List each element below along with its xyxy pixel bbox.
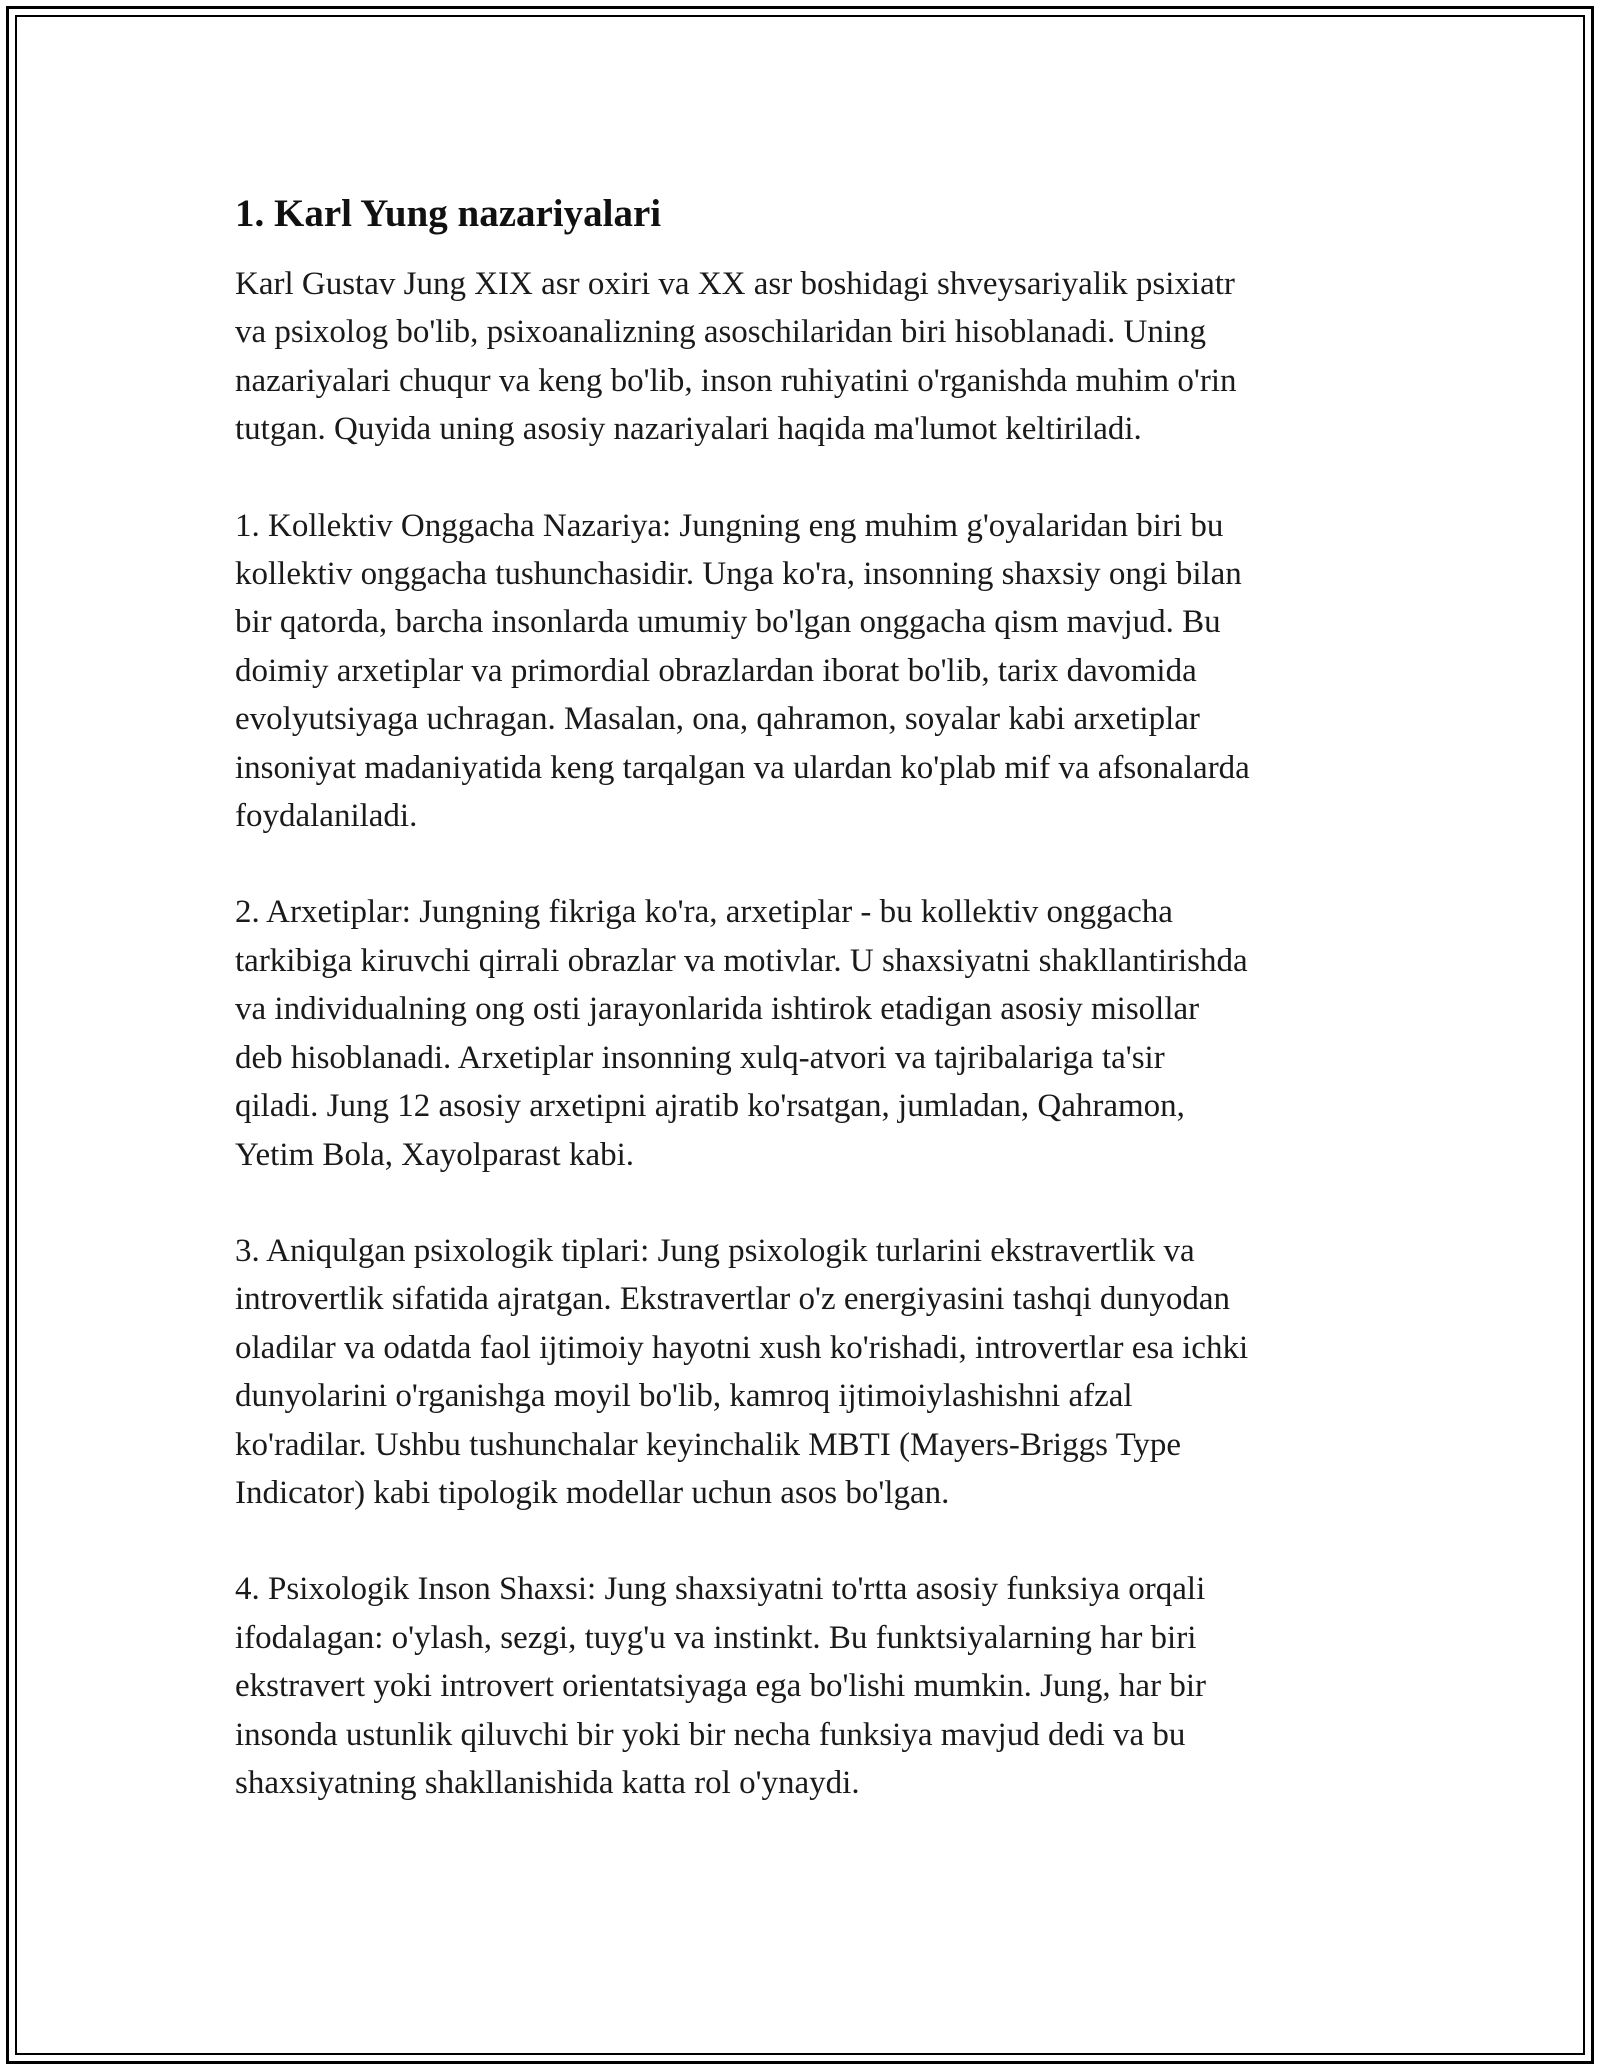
paragraph-line: 1. Kollektiv Onggacha Nazariya: Jungning eng muhim g'oyalaridan biri bu (235, 507, 1224, 544)
paragraph-line: qiladi. Jung 12 asosiy arxetipni ajratib ko'rsatgan, jumladan, Qahramon, (235, 1088, 1185, 1125)
paragraph-line: evolyutsiyaga uchragan. Masalan, ona, qahramon, soyalar kabi arxetiplar (235, 701, 1200, 738)
paragraph-line: tutgan. Quyida uning asosiy nazariyalari haqida ma'lumot keltiriladi. (235, 411, 1142, 448)
section-psychological-types (235, 1227, 1385, 1517)
paragraph-line: deb hisoblanadi. Arxetiplar insonning xulq-atvori va tajribalariga ta'sir (235, 1039, 1165, 1076)
paragraph-line: va individualning ong osti jarayonlarida ishtirok etadigan asosiy misollar (235, 991, 1200, 1028)
paragraph-line: introvertlik sifatida ajratgan. Ekstravertlar o'z energiyasini tashqi dunyodan (235, 1281, 1231, 1318)
paragraph-line: shaxsiyatning shakllanishida katta rol o'ynaydi. (235, 1764, 860, 1801)
paragraph-line: ifodalagan: o'ylash, sezgi, tuyg'u va instinkt. Bu funktsiyalarning har biri (235, 1619, 1197, 1656)
section-archetypes (235, 888, 1385, 1178)
paragraph-line: ko'radilar. Ushbu tushunchalar keyinchalik MBTI (Mayers-Briggs Type (235, 1426, 1182, 1463)
paragraph-line: doimiy arxetiplar va primordial obrazlardan iborat bo'lib, tarix davomida (235, 652, 1197, 689)
paragraph-line: dunyolarini o'rganishga moyil bo'lib, kamroq ijtimoiylashishni afzal (235, 1378, 1133, 1415)
paragraph-line: ekstravert yoki introvert orientatsiyaga ega bo'lishi mumkin. Jung, har bir (235, 1668, 1206, 1705)
intro-paragraph (235, 260, 1385, 454)
paragraph-line: Karl Gustav Jung XIX asr oxiri va XX asr boshidagi shveysariyalik psixiatr (235, 266, 1235, 302)
document-body (235, 190, 1385, 1855)
paragraph-line: oladilar va odatda faol ijtimoiy hayotni xush ko'rishadi, introvertlar esa ichki (235, 1329, 1249, 1366)
paragraph-line: 2. Arxetiplar: Jungning fikriga ko'ra, arxetiplar - bu kollektiv onggacha (235, 894, 1173, 931)
paragraph-line: kollektiv onggacha tushunchasidir. Unga ko'ra, insonning shaxsiy ongi bilan (235, 556, 1242, 593)
paragraph-line: tarkibiga kiruvchi qirrali obrazlar va motivlar. U shaxsiyatni shakllantirishda (235, 942, 1248, 979)
paragraph-line: nazariyalari chuqur va keng bo'lib, inson ruhiyatini o'rganishda muhim o'rin (235, 362, 1237, 399)
paragraph-line: Indicator) kabi tipologik modellar uchun asos bo'lgan. (235, 1474, 950, 1511)
paragraph-line: va psixolog bo'lib, psixoanalizning asoschilaridan biri hisoblanadi. Uning (235, 314, 1207, 351)
paragraph-line: 4. Psixologik Inson Shaxsi: Jung shaxsiyatni to'rtta asosiy funksiya orqali (235, 1571, 1206, 1608)
paragraph-line: insoniyat madaniyatida keng tarqalgan va ulardan ko'plab mif va afsonalarda (235, 749, 1250, 786)
document-title: 1. Karl Yung nazariyalari (235, 192, 662, 235)
section-collective-unconscious (235, 502, 1385, 841)
paragraph-line: 3. Aniqulgan psixologik tiplari: Jung psixologik turlarini ekstravertlik va (235, 1232, 1195, 1269)
paragraph-line: Yetim Bola, Xayolparast kabi. (235, 1136, 635, 1173)
paragraph-line: bir qatorda, barcha insonlarda umumiy bo'lgan onggacha qism mavjud. Bu (235, 604, 1221, 641)
paragraph-line: foydalaniladi. (235, 798, 418, 835)
section-personality-functions (235, 1565, 1385, 1807)
paragraph-line: insonda ustunlik qiluvchi bir yoki bir necha funksiya mavjud dedi va bu (235, 1716, 1186, 1753)
